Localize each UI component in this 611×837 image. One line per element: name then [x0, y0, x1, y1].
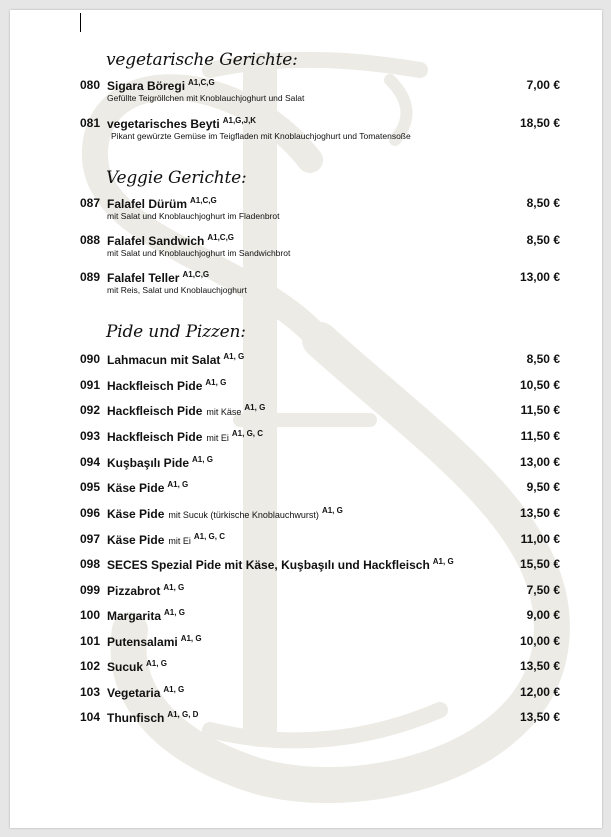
- item-number: 081: [80, 116, 101, 130]
- item-name: SECES Spezial Pide mit Käse, Kuşbaşılı und Hackfleisch $^{A1, G}$: [107, 557, 454, 572]
- allergen-codes: A1,C,G: [207, 233, 235, 242]
- allergen-codes: A1, G: [180, 634, 202, 643]
- item-number: 100: [80, 608, 101, 622]
- menu-page: [10, 10, 602, 828]
- allergen-codes: A1, G: [164, 608, 185, 617]
- item-description: mit Salat und Knoblauchjoghurt im Fladenbrot: [107, 211, 280, 221]
- item-name: Hackfleisch Pide mit Käse $^{A1, G}$: [107, 403, 266, 418]
- item-price: 11,00 €: [520, 532, 560, 546]
- item-number: 099: [80, 583, 101, 597]
- item-number: 091: [80, 378, 101, 392]
- item-variant: mit Ei: [168, 536, 191, 546]
- item-number: 095: [80, 480, 101, 494]
- item-number: 088: [80, 233, 101, 247]
- allergen-codes: A1, G: [167, 480, 189, 489]
- allergen-codes: A1, G, C: [231, 429, 264, 438]
- item-price: 8,50 €: [526, 352, 560, 366]
- allergen-codes: A1, G: [321, 506, 343, 515]
- allergen-codes: A1, G: [163, 685, 185, 694]
- item-name: Falafel Dürüm $^{A1,C,G}$: [107, 196, 217, 211]
- item-description: Gefüllte Teigröllchen mit Knoblauchjoghurt und Salat: [107, 93, 305, 103]
- item-name: Hackfleisch Pide $^{A1, G}$: [107, 378, 227, 393]
- item-price: 7,00 €: [526, 78, 560, 92]
- item-name: Käse Pide mit Sucuk (türkische Knoblauchwurst) $^{A1, G}$: [107, 506, 343, 521]
- item-price: 11,50 €: [520, 403, 560, 417]
- item-name: Sucuk $^{A1, G}$: [107, 659, 167, 674]
- allergen-codes: A1,C,G: [182, 270, 210, 279]
- section-title: Pide und Pizzen:: [106, 322, 246, 342]
- item-price: 10,50 €: [519, 378, 560, 392]
- allergen-codes: A1, G: [192, 455, 213, 464]
- allergen-codes: A1, G, C: [193, 532, 225, 541]
- allergen-codes: A1, G: [223, 352, 245, 361]
- item-variant: mit Sucuk (türkische Knoblauchwurst): [168, 510, 319, 520]
- item-name: Falafel Teller $^{A1,C,G}$: [107, 270, 210, 285]
- item-number: 087: [80, 196, 101, 210]
- item-price: 13,50 €: [519, 659, 560, 673]
- item-number: 097: [80, 532, 101, 546]
- item-price: 9,50 €: [526, 480, 560, 494]
- item-variant: mit Käse: [206, 407, 242, 417]
- item-number: 096: [80, 506, 101, 520]
- item-number: 089: [80, 270, 101, 284]
- item-number: 080: [80, 78, 101, 92]
- allergen-codes: A1, G, D: [167, 710, 199, 719]
- allergen-codes: A1, G: [244, 403, 266, 412]
- allergen-codes: A1, G: [146, 659, 167, 668]
- item-price: 7,50 €: [526, 583, 560, 597]
- item-price: 18,50 €: [519, 116, 560, 130]
- item-number: 092: [80, 403, 101, 417]
- item-price: 11,50 €: [520, 429, 560, 443]
- allergen-codes: A1, G: [432, 557, 454, 566]
- text-cursor: [80, 13, 81, 32]
- item-name: Käse Pide mit Ei $^{A1, G, C}$: [107, 532, 225, 547]
- item-number: 094: [80, 455, 101, 469]
- item-number: 101: [80, 634, 101, 648]
- item-price: 13,00 €: [519, 270, 560, 284]
- item-description: mit Reis, Salat und Knoblauchjoghurt: [107, 285, 247, 295]
- item-price: 13,50 €: [519, 506, 560, 520]
- item-name: Käse Pide $^{A1, G}$: [107, 480, 189, 495]
- allergen-codes: A1,C,G: [188, 78, 215, 87]
- item-price: 13,00 €: [519, 455, 560, 469]
- item-name: Pizzabrot $^{A1, G}$: [107, 583, 185, 598]
- item-number: 093: [80, 429, 101, 443]
- item-number: 104: [80, 710, 101, 724]
- item-number: 103: [80, 685, 101, 699]
- allergen-codes: A1, G: [163, 583, 185, 592]
- item-price: 10,00 €: [519, 634, 560, 648]
- item-price: 8,50 €: [526, 196, 560, 210]
- item-number: 090: [80, 352, 101, 366]
- item-name: Margarita $^{A1, G}$: [107, 608, 185, 623]
- allergen-codes: A1,G,J,K: [222, 116, 257, 125]
- item-number: 102: [80, 659, 101, 673]
- item-name: Kuşbaşılı Pide $^{A1, G}$: [107, 455, 213, 470]
- item-price: 9,00 €: [526, 608, 560, 622]
- item-name: Hackfleisch Pide mit Ei $^{A1, G, C}$: [107, 429, 264, 444]
- allergen-codes: A1,C,G: [190, 196, 217, 205]
- item-price: 15,50 €: [519, 557, 560, 571]
- section-title: Veggie Gerichte:: [106, 168, 247, 188]
- item-name: Falafel Sandwich $^{A1,C,G}$: [107, 233, 235, 248]
- item-name: Vegetaria $^{A1, G}$: [107, 685, 185, 700]
- item-price: 13,50 €: [519, 710, 560, 724]
- item-name: Putensalami $^{A1, G}$: [107, 634, 202, 649]
- allergen-codes: A1, G: [205, 378, 227, 387]
- item-name: Lahmacun mit Salat $^{A1, G}$: [107, 352, 245, 367]
- item-name: Sigara Böregi $^{A1,C,G}$: [107, 78, 215, 93]
- section-title: vegetarische Gerichte:: [106, 50, 298, 70]
- item-variant: mit Ei: [206, 433, 229, 443]
- item-description: Pikant gewürzte Gemüse im Teigfladen mit Knoblauchjoghurt und Tomatensoße: [111, 131, 411, 141]
- item-name: vegetarisches Beyti $^{A1,G,J,K}$: [107, 116, 257, 131]
- item-name: Thunfisch $^{A1, G, D}$: [107, 710, 199, 725]
- item-price: 12,00 €: [519, 685, 560, 699]
- item-price: 8,50 €: [526, 233, 560, 247]
- item-number: 098: [80, 557, 101, 571]
- item-description: mit Salat und Knoblauchjoghurt im Sandwichbrot: [107, 248, 291, 258]
